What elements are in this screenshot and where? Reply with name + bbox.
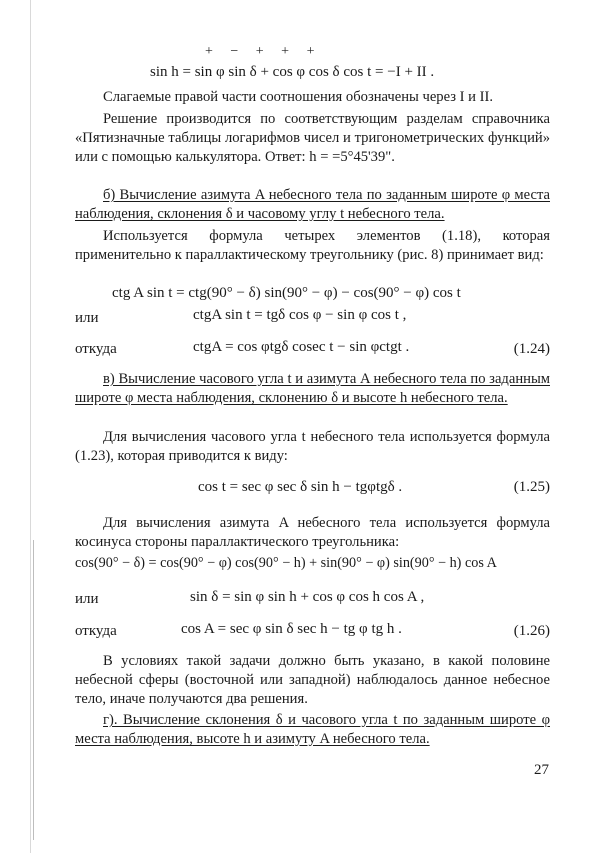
- paragraph-terms: [75, 88, 550, 107]
- equation-ctg-full: ctg A sin t = ctg(90° − δ) sin(90° − φ) − cos(90° − φ) cos t: [112, 285, 461, 301]
- page-number: 27: [534, 762, 549, 778]
- equation-sin-h: sin h = sin φ sin δ + cos φ cos δ cos t = −I + II .: [150, 64, 435, 80]
- paragraph-text: Для вычисления азимута A небесного тела используется формула косинуса стороны параллактического треугольника:: [75, 515, 550, 550]
- equation-1-26: cos A = sec φ sin δ sec h − tg φ tg h .: [181, 621, 402, 637]
- paragraph-text: Слагаемые правой части соотношения обозначены через I и II.: [103, 89, 494, 105]
- equation-cos-side: cos(90° − δ) = cos(90° − φ) cos(90° − h) + sin(90° − φ) sin(90° − h) cos A: [75, 555, 497, 571]
- paragraph-azimuth: [75, 514, 550, 552]
- equation-number-1-26: (1.26): [513, 623, 550, 639]
- paragraph-text: Используется формула четырех элементов (1.18), которая применительно к параллактическому треугольнику (рис. 8) принимает вид:: [75, 228, 550, 263]
- paragraph-four-elements: [75, 227, 550, 265]
- word-or: или: [75, 591, 99, 607]
- word-whence: откуда: [75, 341, 117, 357]
- word-or: или: [75, 310, 99, 326]
- equation-ctg-short: ctgA sin t = tgδ cos φ − sin φ cos t ,: [193, 307, 407, 323]
- paragraph-solution: [75, 110, 550, 167]
- paragraph-text: Для вычисления часового угла t небесного тела используется формула (1.23), которая приводится к виду:: [75, 429, 550, 464]
- paragraph-conditions: [75, 652, 550, 709]
- equation-1-25: cos t = sec φ sec δ sin h − tgφtgδ .: [198, 479, 403, 495]
- scan-shadow-line: [30, 0, 31, 853]
- section-heading-g: [75, 711, 550, 749]
- heading-text: г). Вычисление склонения δ и часового угла t по заданным широте φ места наблюдения, высоте h и азимуту A небесного тела.: [75, 712, 550, 747]
- equation-number-1-24: (1.24): [513, 341, 550, 357]
- paragraph-hour-angle: [75, 428, 550, 466]
- section-heading-b: [75, 186, 550, 224]
- paragraph-text: Решение производится по соответствующим разделам справочника «Пятизначные таблицы логарифмов чисел и тригонометрических функций» или с помощью калькулятора. Ответ: h = =5°45'39".: [75, 111, 550, 165]
- equation-sin-delta: sin δ = sin φ sin h + cos φ cos h cos A ,: [190, 589, 425, 605]
- sign-markers: + − + + +: [205, 44, 315, 59]
- scan-shadow-line-lower: [33, 540, 34, 840]
- equation-number-1-25: (1.25): [513, 479, 550, 495]
- section-heading-v: [75, 370, 550, 408]
- heading-text: б) Вычисление азимута A небесного тела по заданным широте φ места наблюдения, склонения δ и часовому углу t небесного тела.: [75, 187, 550, 222]
- heading-text: в) Вычисление часового угла t и азимута A небесного тела по заданным широте φ места наблюдения, склонению δ и высоте h небесного тела.: [75, 371, 550, 406]
- word-whence: откуда: [75, 623, 117, 639]
- paragraph-text: В условиях такой задачи должно быть указано, в какой половине небесной сферы (восточной или западной) наблюдалось данное небесное тело, иначе получаются два решения.: [75, 653, 550, 707]
- equation-1-24: ctgA = cos φtgδ cosec t − sin φctgt .: [193, 339, 410, 355]
